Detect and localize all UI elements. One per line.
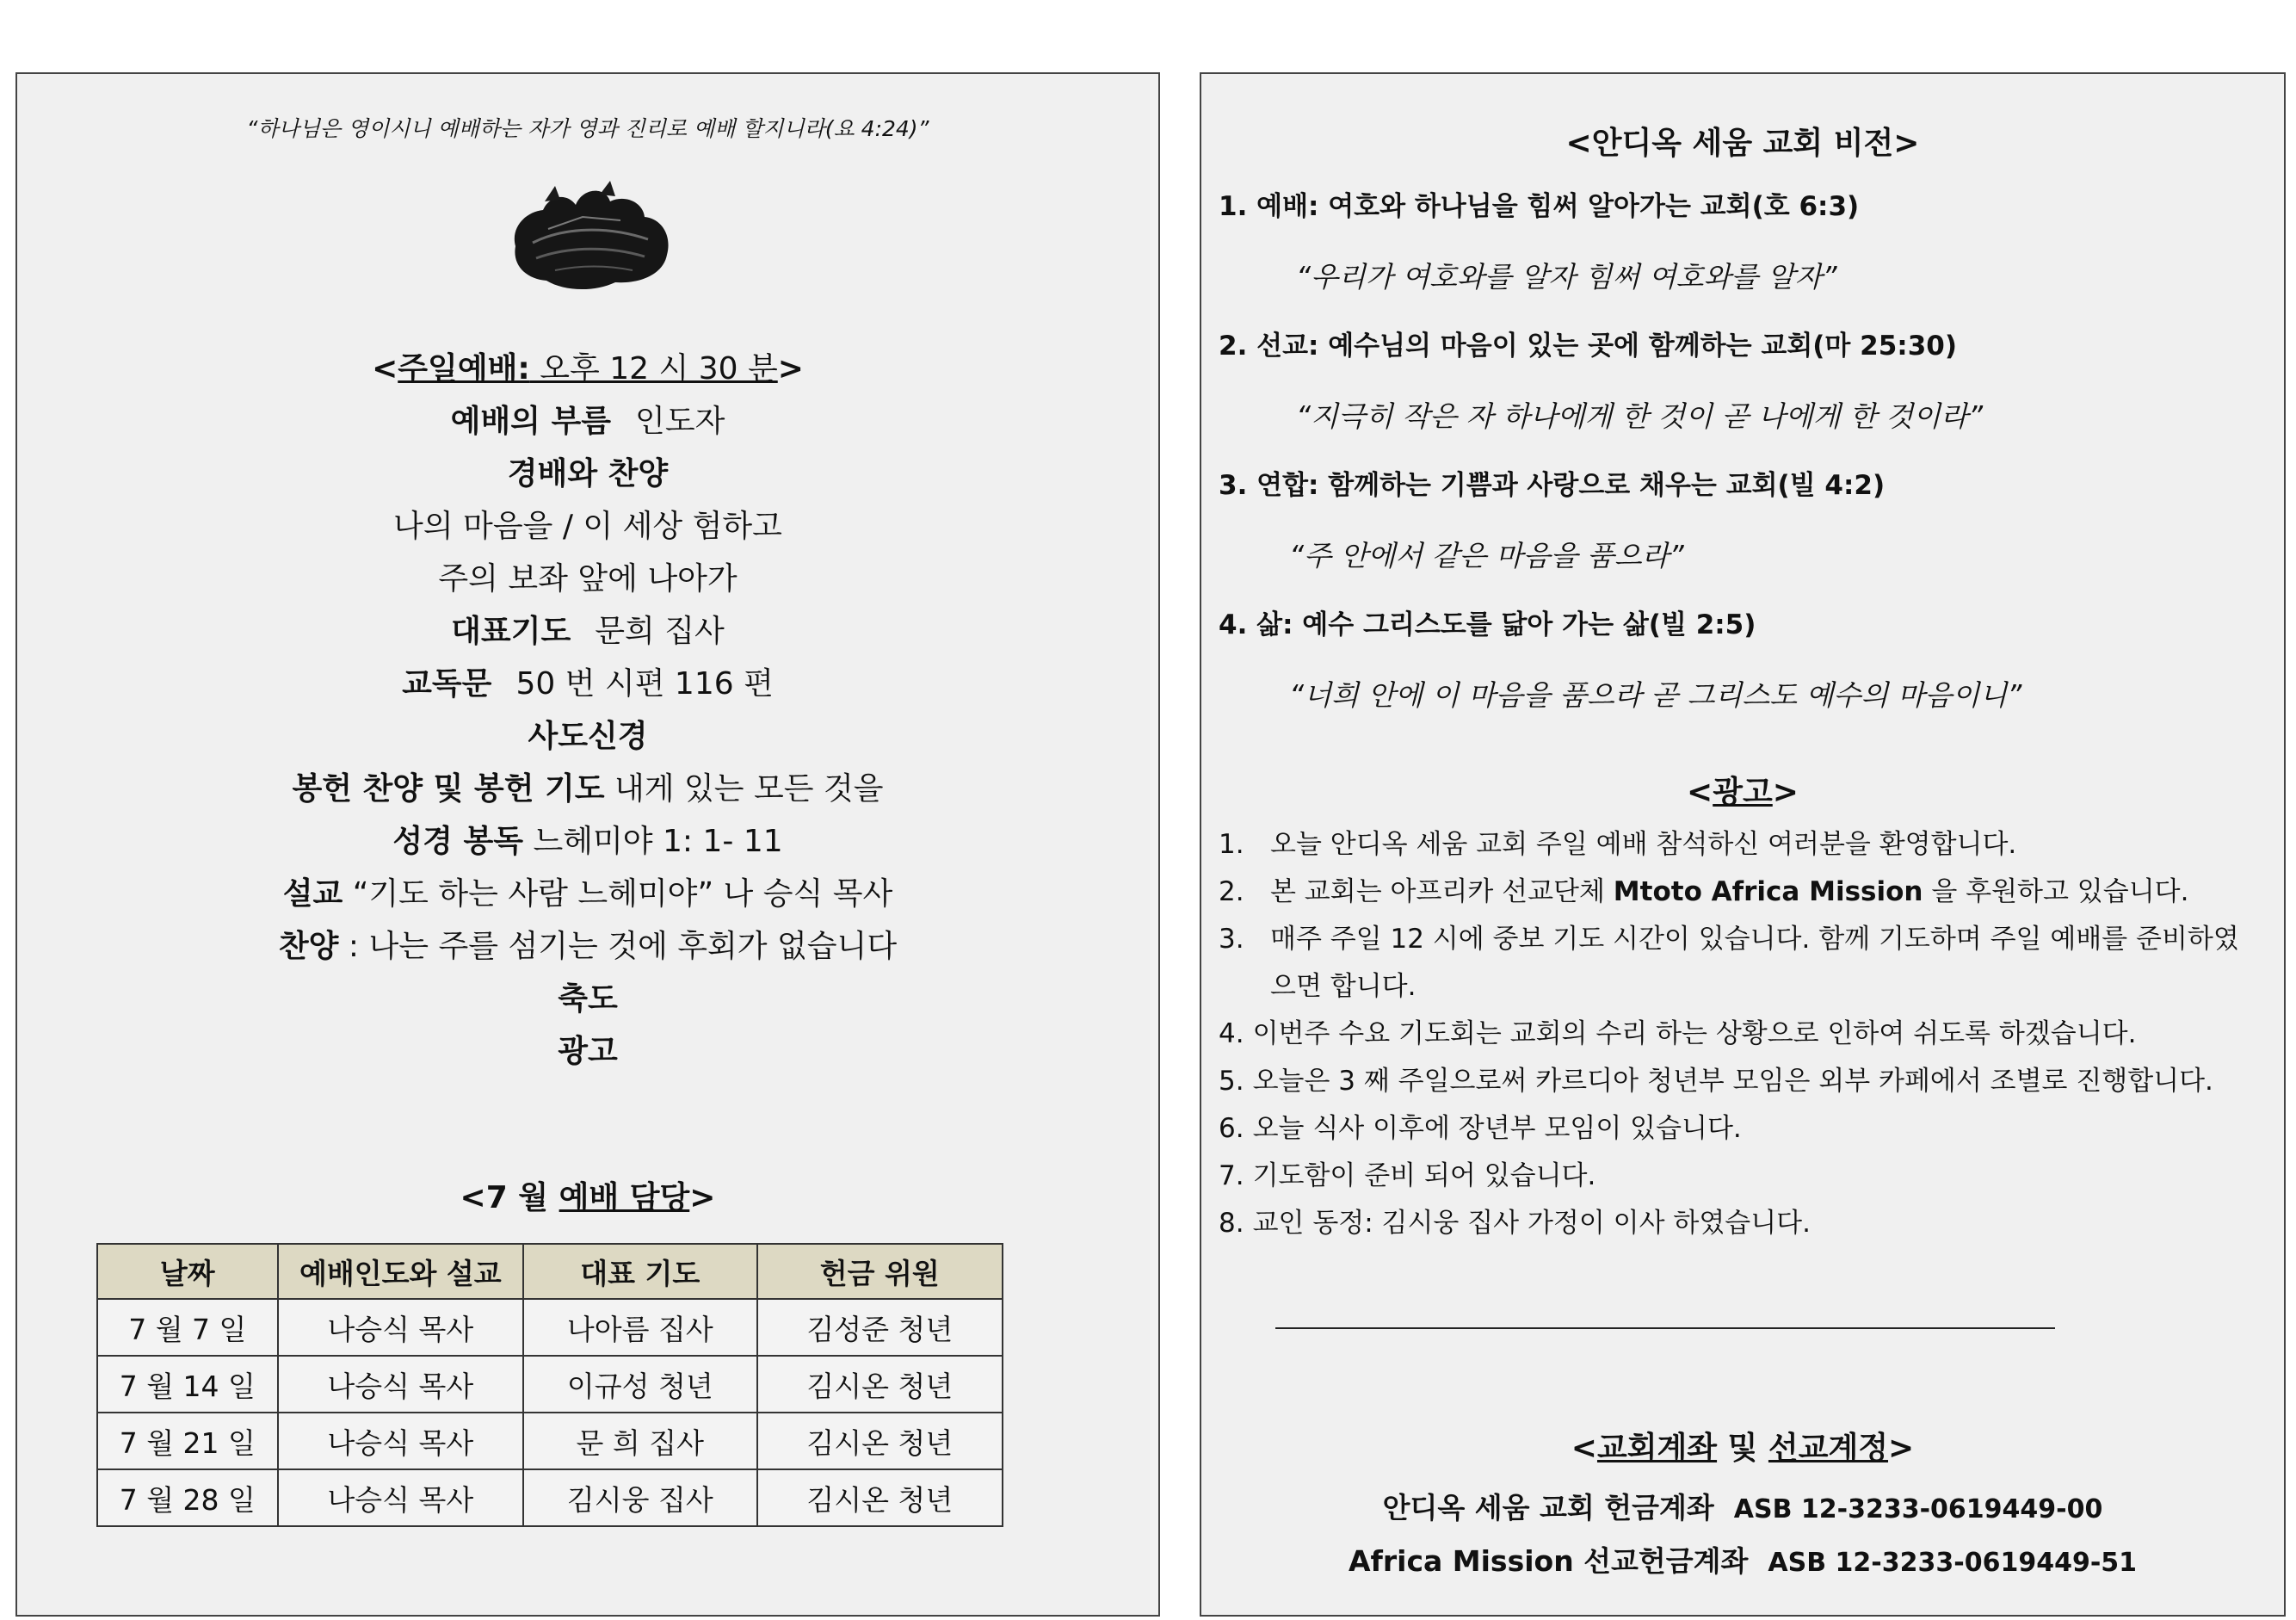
table-cell: 나승식 목사: [278, 1356, 523, 1413]
vision-quote: “너희 안에 이 마음을 품으라 곧 그리스도 예수의 마음이니”: [1289, 678, 2022, 712]
table-cell: 나승식 목사: [278, 1469, 523, 1526]
divider: [1275, 1327, 2055, 1329]
account-line: Africa Mission 선교헌금계좌 ASB 12-3233-0619449-51: [1348, 1544, 2138, 1578]
account-number: ASB 12-3233-0619449-51: [1768, 1548, 2138, 1578]
order-item: 주의 보좌 앞에 나아가: [438, 561, 738, 597]
order-item: 교독문 50 번 시편 116 편: [402, 666, 774, 702]
vision-quote: “지극히 작은 자 하나에게 한 것이 곧 나에게 한 것이라”: [1296, 399, 1984, 433]
table-row: [97, 1413, 1003, 1469]
duty-table-header: [97, 1244, 1003, 1299]
list-item: 5. 오늘은 3 째 주일으로써 카르디아 청년부 모임은 외부 카페에서 조별로 진행합니다.: [1219, 1066, 2213, 1097]
order-item: 예배의 부름 인도자: [450, 404, 725, 439]
order-item: 광고: [558, 1034, 618, 1069]
list-item: 7. 기도함이 준비 되어 있습니다.: [1219, 1160, 1596, 1191]
order-item: 봉헌 찬양 및 봉헌 기도 내게 있는 모든 것을: [292, 771, 884, 807]
table-cell: 나승식 목사: [278, 1413, 523, 1469]
list-item: 2. 본 교회는 아프리카 선교단체 Mtoto Africa Mission 을 후원하고 있습니다.: [1219, 876, 2189, 907]
duty-table: [96, 1243, 1003, 1527]
table-cell: 문 희 집사: [523, 1413, 756, 1469]
list-item: 6. 오늘 식사 이후에 장년부 모임이 있습니다.: [1219, 1113, 1742, 1144]
service-time-label: 주일예배:: [398, 351, 530, 386]
vision-list: [1219, 186, 2275, 744]
service-time: <주일예배: 오후 12 시 30 분>: [372, 351, 804, 386]
table-cell: 김성준 청년: [757, 1299, 1003, 1356]
order-item: 설교 “기도 하는 사람 느헤미야” 나 승식 목사: [282, 876, 893, 912]
table-cell: 김시온 청년: [757, 1413, 1003, 1469]
vision-heading: 3. 연합: 함께하는 기쁨과 사랑으로 채우는 교회(빌 4:2): [1219, 470, 1886, 501]
account-number: ASB 12-3233-0619449-00: [1733, 1494, 2103, 1524]
table-cell: 7 월 14 일: [97, 1356, 278, 1413]
vision-item: [1219, 604, 2275, 744]
table-row: [97, 1299, 1003, 1356]
list-item: 4. 이번주 수요 기도회는 교회의 수리 하는 상황으로 인하여 쉬도록 하겠습니다.: [1219, 1018, 2137, 1049]
vision-heading: 4. 삶: 예수 그리스도를 닮아 가는 삶(빌 2:5): [1219, 609, 1756, 640]
vision-quote: “주 안에서 같은 마음을 품으라”: [1289, 539, 1684, 572]
order-item: 성경 봉독 느헤미야 1: 1- 11: [392, 824, 783, 859]
table-cell: 7 월 21 일: [97, 1413, 278, 1469]
church-logo-icon: [503, 176, 676, 305]
bible-verse: “하나님은 영이시니 예배하는 자가 영과 진리로 예배 할지니라(요 4:24)”: [246, 116, 929, 141]
table-cell: 7 월 7 일: [97, 1299, 278, 1356]
list-item: 1. 오늘 안디옥 세움 교회 주일 예배 참석하신 여러분을 환영합니다.: [1219, 829, 2017, 860]
worship-order: [17, 343, 1158, 1078]
column-header: 날짜: [97, 1244, 278, 1299]
accounts-title: <교회계좌 및 선교계정>: [1571, 1431, 1915, 1466]
vision-item: [1219, 325, 2275, 465]
order-item: 나의 마음을 / 이 세상 험하고: [393, 509, 782, 544]
duty-title: <7 월 예배 담당>: [460, 1180, 716, 1215]
announcements-title: <광고>: [1687, 775, 1799, 810]
mission-name: Mtoto Africa Mission: [1613, 876, 1923, 907]
table-cell: 나승식 목사: [278, 1299, 523, 1356]
table-cell: 이규성 청년: [523, 1356, 756, 1413]
table-row: [97, 1356, 1003, 1413]
order-item: 찬양 : 나는 주를 섬기는 것에 후회가 없습니다: [278, 929, 898, 964]
vision-title: <안디옥 세움 교회 비전>: [1565, 126, 1920, 161]
order-item: 경배와 찬양: [507, 456, 669, 492]
list-item: 8. 교인 동정: 김시웅 집사 가정이 이사 하였습니다.: [1219, 1208, 1811, 1239]
table-cell: 김시웅 집사: [523, 1469, 756, 1526]
account-line: 안디옥 세움 교회 헌금계좌 ASB 12-3233-0619449-00: [1382, 1491, 2103, 1524]
table-cell: 7 월 28 일: [97, 1469, 278, 1526]
order-item: 대표기도 문희 집사: [451, 614, 725, 649]
vision-quote: “우리가 여호와를 알자 힘써 여호와를 알자”: [1296, 260, 1837, 294]
column-header: 대표 기도: [523, 1244, 756, 1299]
vision-heading: 1. 예배: 여호와 하나님을 힘써 알아가는 교회(호 6:3): [1219, 191, 1860, 222]
table-cell: 김시온 청년: [757, 1469, 1003, 1526]
announcements-list: [1219, 821, 2253, 1247]
column-header: 예배인도와 설교: [278, 1244, 523, 1299]
order-item: 사도신경: [528, 719, 648, 754]
service-time-value: 오후 12 시 30 분: [529, 351, 778, 386]
vision-item: [1219, 465, 2275, 604]
table-row: [97, 1469, 1003, 1526]
table-cell: 나아름 집사: [523, 1299, 756, 1356]
list-item: 3. 매주 주일 12 시에 중보 기도 시간이 있습니다. 함께 기도하며 주일 예배를 준비하였으면 합니다.: [1219, 924, 2239, 1002]
vision-heading: 2. 선교: 예수님의 마음이 있는 곳에 함께하는 교회(마 25:30): [1219, 331, 1958, 362]
table-cell: 김시온 청년: [757, 1356, 1003, 1413]
vision-announcements-panel: [1200, 72, 2286, 1617]
worship-order-panel: [15, 72, 1160, 1617]
order-item: 축도: [558, 981, 618, 1017]
column-header: 헌금 위원: [757, 1244, 1003, 1299]
vision-item: [1219, 186, 2275, 325]
accounts: [1201, 1482, 2284, 1589]
